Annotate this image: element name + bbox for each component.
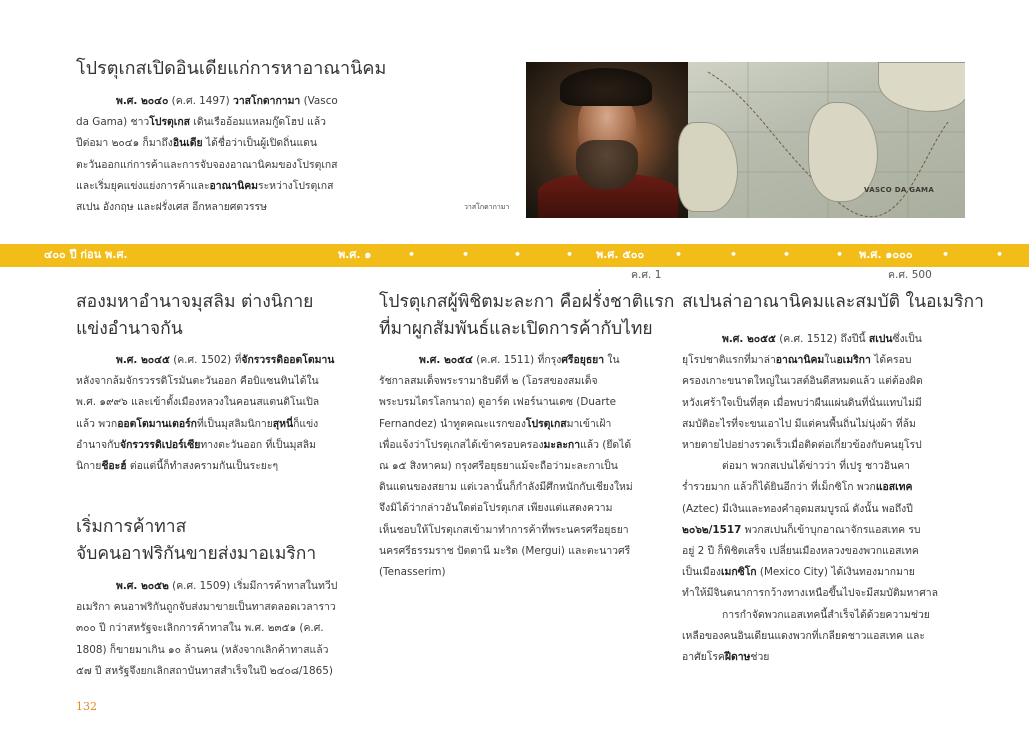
timeline-label-be1000: พ.ศ. ๑๐๐๐: [859, 248, 913, 261]
s5-line: การกำจัดพวกแอสเทคนี้สำเร็จได้ด้วยความช่วย: [722, 608, 930, 621]
timeline-dot: •: [783, 248, 791, 261]
timeline-dot: •: [408, 248, 416, 261]
section3-heading-line1: เริ่มการค้าทาส: [76, 517, 187, 537]
vasco-da-gama-image: [526, 62, 965, 218]
timeline-label-be500: พ.ศ. ๕๐๐: [596, 248, 645, 261]
section5-paragraph: [682, 329, 960, 668]
s4-line: จึงมิได้ว่ากล่าวอันใดต่อโปรตุเกส เพียงแต่แสดงความ: [379, 502, 613, 515]
section4-heading-line2: ที่มาผูกสัมพันธ์และเปิดการค้ากับไทย: [379, 319, 653, 339]
voyage-map: [688, 62, 965, 218]
s2-line: พ.ศ. ๒๐๔๕ (ค.ศ. 1502) ที่จักรวรรดิออตโตมาน: [116, 354, 335, 366]
s4-line: เห็นชอบให้โปรตุเกสเข้ามาทำการค้าที่พระนครศรีอยุธยา: [379, 523, 629, 536]
s4-line: นครศรีธรรมราช ปัตตานี มะริด (Mergui) และตะนาวศรี: [379, 544, 631, 557]
s5-line: (Aztec) มีเงินและทองคำอุดมสมบูรณ์ ดังนั้น พอถึงปี: [682, 502, 913, 515]
s4-line: ณ ๑๕ สิงหาคม) กรุงศรีอยุธยาแม้จะถือว่ามะละกาเป็น: [379, 460, 618, 473]
s1-line: พ.ศ. ๒๐๔๐ (ค.ศ. 1497) วาสโกดากามา (Vasco: [116, 95, 338, 107]
section2-heading-line1: สองมหาอำนาจมุสลิม ต่างนิกาย: [76, 292, 314, 312]
section2-heading: [76, 289, 313, 343]
s5-line: ร่ำรวยมาก แล้วก็ได้ยินอีกว่า ที่เม็กซิโก พวกแอสเทค: [682, 481, 913, 494]
section2-paragraph: [76, 350, 358, 477]
s5-line: สมบัติอะไรที่จะขนเอาไป มีแต่คนพื้นถิ่นไม่นุ่งผ้า ที่ล้ม: [682, 417, 916, 430]
s4-line: พ.ศ. ๒๐๕๔ (ค.ศ. 1511) ที่กรุงศรีอยุธยา ใน: [419, 354, 620, 366]
s2-line: อำนาจกับจักรวรรดิเปอร์เซียทางตะวันออก ที่เป็นมุสลิม: [76, 438, 316, 451]
timeline-sublabel-ce500: ค.ศ. 500: [888, 269, 932, 281]
timeline-dot: •: [942, 248, 950, 261]
portrait-painting: [526, 62, 688, 218]
map-label: VASCO DA GAMA: [864, 186, 935, 194]
section3-heading: [76, 514, 316, 568]
section2-heading-line2: แข่งอำนาจกัน: [76, 319, 183, 339]
s1-line: และเริ่มยุคแข่งแย่งการค้าและอาณานิคมระหว่างโปรตุเกส: [76, 179, 334, 192]
section5-heading: สเปนล่าอาณานิคมและสมบัติ ในอเมริกา: [682, 292, 984, 312]
page-number: 132: [76, 700, 97, 713]
s5-line: ๒๐๖๒/1517 พวกสเปนก็เข้าบุกอาณาจักรแอสเทค รบ: [682, 523, 921, 536]
s5-line: เหลือของคนอินเดียนแดงพวกที่เกลียดชาวแอสเทค และ: [682, 629, 926, 642]
s2-line: พ.ศ. ๑๙๙๖ และเข้าตั้งเมืองหลวงในคอนสแตนติโนเปิล: [76, 396, 320, 409]
timeline-dot: •: [566, 248, 574, 261]
timeline-dot: •: [836, 248, 844, 261]
s2-line: แล้ว พวกออตโตมานเตอร์กที่เป็นมุสลิมนิกายสุหนี่ก็แข่ง: [76, 417, 319, 430]
s5-line: ต่อมา พวกสเปนได้ข่าวว่า ที่เปรู ชาวอินคา: [722, 460, 910, 473]
timeline-dot: •: [730, 248, 738, 261]
s3-line: 1808) ก็ขายมาเกิน ๑๐ ล้านคน (หลังจากเลิกค้าทาสแล้ว: [76, 643, 329, 656]
image-caption: วาสโกดากามา: [464, 203, 510, 211]
section3-paragraph: [76, 576, 358, 682]
s3-line: พ.ศ. ๒๐๕๒ (ค.ศ. 1509) เริ่มมีการค้าทาสในทวีป: [116, 580, 338, 592]
s3-line: อเมริกา คนอาฟริกันถูกจับส่งมาขายเป็นทาสตลอดเวลาราว: [76, 601, 336, 614]
s4-line: เพื่อแจ้งว่าโปรตุเกสได้เข้าครอบครองมะละกาแล้ว (ยึดได้: [379, 438, 632, 451]
s3-line: ๕๗ ปี สหรัฐจึงยกเลิกสถาบันทาสสำเร็จในปี ๒๔๐๘/1865): [76, 664, 333, 677]
s5-line: ยุโรปชาติแรกที่มาล่าอาณานิคมในอเมริกา ได้ครอบ: [682, 354, 912, 367]
timeline-dot: •: [675, 248, 683, 261]
s1-line: ปีต่อมา ๒๐๔๑ ก็มาถึงอินเดีย ได้ชื่อว่าเป็นผู้เปิดถิ่นแดน: [76, 137, 318, 150]
timeline-label-be1: พ.ศ. ๑: [338, 248, 372, 261]
s5-line: หวังเศร้าใจเป็นที่สุด เมื่อพบว่าผืนแผ่นดินที่นั่นแทบไม่มี: [682, 396, 922, 409]
s5-line: อยู่ 2 ปี ก็พิชิตเสร็จ เปลี่ยนเมืองหลวงของพวกแอสเทค: [682, 545, 919, 558]
section4-paragraph: [379, 350, 661, 583]
s5-line: ครองเกาะขนาดใหญ่ในเวสต์อินดีสหมดแล้ว แต่ต้องผิด: [682, 375, 923, 388]
timeline-dot: •: [462, 248, 470, 261]
s4-line: Fernandez) นำทูตคณะแรกของโปรตุเกสมาเข้าเฝ้า: [379, 417, 612, 430]
timeline-label-400bc: ๔๐๐ ปี ก่อน พ.ศ.: [44, 248, 128, 261]
s1-line: da Gama) ชาวโปรตุเกส เดินเรืออ้อมแหลมกู๊ดโฮป แล้ว: [76, 116, 326, 129]
s5-line: พ.ศ. ๒๐๕๕ (ค.ศ. 1512) ถึงปีนี้ สเปนซึ่งเป็น: [722, 333, 922, 345]
s2-line: นิกายชีอะฮ์ ต่อแต่นี้ก็ทำสงครามกันเป็นระยะๆ: [76, 460, 279, 473]
s3-line: ๓๐๐ ปี กว่าสหรัฐจะเลิกการค้าทาสใน พ.ศ. ๒๓๕๑ (ค.ศ.: [76, 622, 324, 635]
timeline-sublabel-ce1: ค.ศ. 1: [631, 269, 662, 281]
section1-paragraph: [76, 91, 358, 218]
s5-line: หายตายไปอย่างรวดเร็วเมื่อติดต่อเกี่ยวข้องกับคนยุโรป: [682, 439, 922, 452]
section4-heading: [379, 289, 674, 343]
s2-line: หลังจากล้มจักรวรรดิโรมันตะวันออก คือบิแซนทินได้ใน: [76, 375, 319, 388]
s1-line: สเปน อังกฤษ และฝรั่งเศส อีกหลายศตวรรษ: [76, 201, 267, 214]
s4-line: พระบรมไตรโลกนาถ) ดูอาร์ต เฟอร์นานเดซ (Duarte: [379, 396, 617, 409]
section3-heading-line2: จับคนอาฟริกันขายส่งมาอเมริกา: [76, 544, 317, 564]
section1-heading: โปรตุเกสเปิดอินเดียแก่การหาอาณานิคม: [76, 58, 387, 79]
s5-line: อาศัยโรคฝีดาษช่วย: [682, 651, 770, 664]
s4-line: รัชกาลสมเด็จพระรามาธิบดีที่ ๒ (โอรสของสมเด็จ: [379, 375, 598, 388]
s5-line: ทำให้มีจินตนาการกว้างทางเหนือขึ้นไปจะมีสมบัติมหาศาล: [682, 587, 938, 600]
timeline-dot: •: [996, 248, 1004, 261]
s4-line: (Tenasserim): [379, 566, 446, 579]
timeline-dot: •: [514, 248, 522, 261]
s5-line: เป็นเมืองเมกซิโก (Mexico City) ได้เงินทองมากมาย: [682, 566, 915, 579]
s4-line: ดินแดนของสยาม แต่เวลานั้นก็กำลังมีศึกหนักกับเชียงใหม่: [379, 481, 633, 494]
section4-heading-line1: โปรตุเกสผู้พิชิตมะละกา คือฝรั่งชาติแรก: [379, 292, 675, 312]
s1-line: ตะวันออกแก่การค้าและการจับจองอาณานิคมของโปรตุเกส: [76, 158, 338, 171]
